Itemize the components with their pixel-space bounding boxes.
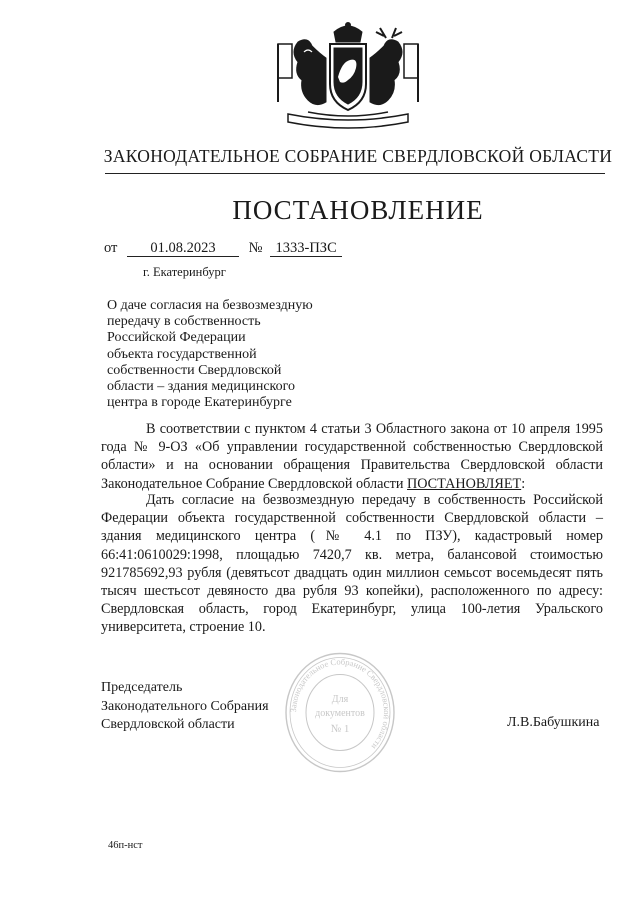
signature-title-line: Председатель: [101, 680, 183, 695]
organization-name: ЗАКОНОДАТЕЛЬНОЕ СОБРАНИЕ СВЕРДЛОВСКОЙ ОБЛАСТИ: [103, 146, 613, 166]
footer-note: 46п-нст: [108, 840, 143, 851]
stamp-ring-text: Законодательное Собрание Свердловской области: [287, 656, 393, 752]
preamble-text: В соответствии с пунктом 4 статьи 3 Областного закона от 10 апреля 1995 года № 9-ОЗ «Об управлении государственной собственностью Свердловской области» и на основании обращения Правительства Свердловской области Законодательное Собрание Свердловской области: [101, 421, 603, 492]
document-number: 1333-ПЗС: [270, 240, 342, 257]
signer-name: Л.В.Бабушкина: [507, 715, 600, 730]
signature-title: [101, 679, 269, 735]
decree-colon: :: [521, 475, 526, 492]
document-type-title: ПОСТАНОВЛЕНИЕ: [232, 195, 484, 225]
official-stamp: [284, 650, 396, 775]
document-date: 01.08.2023: [127, 240, 239, 257]
number-prefix: №: [248, 240, 263, 256]
subject-line: центра в городе Екатеринбурге: [107, 395, 292, 411]
stamp-center-line: документов: [315, 708, 365, 719]
subject-line: передачу в собственность: [107, 314, 261, 330]
coat-of-arms-emblem: [268, 22, 428, 132]
subject-line: собственности Свердловской: [107, 362, 282, 378]
signature-title-line: Свердловской области: [101, 717, 235, 732]
city-name: г. Екатеринбург: [143, 265, 226, 279]
decree-word: ПОСТАНОВЛЯЕТ: [407, 475, 522, 492]
stamp-center-line: Для: [331, 694, 349, 705]
date-prefix: от: [104, 240, 118, 256]
header-divider: [105, 173, 605, 174]
subject-line: области – здания медицинского: [107, 379, 296, 395]
signature-title-line: Законодательного Собрания: [101, 698, 269, 714]
subject-line: О даче согласия на безвозмездную: [107, 298, 313, 313]
body-paragraph-preamble: [101, 420, 603, 493]
document-subject: [107, 298, 347, 411]
subject-line: Российской Федерации: [107, 330, 246, 346]
subject-line: объекта государственной: [107, 346, 257, 362]
body-paragraph-resolution: Дать согласие на безвозмездную передачу в собственность Российской Федерации объекта государственной собственности Свердловской области – здания медицинского центра (№ 4.1 по ПЗУ), кадастровый номер 66:41:0610029:1998, площадью 7420,7 кв. метра, балансовой стоимостью 921785692,93 рубля (девятьсот двадцать один миллион семьсот восемьдесят пять тысяч шестьсот девяносто два рубля 93 копейки), расположенного по адресу: Свердловская область, город Екатеринбург, улица 100-летия Уральского университета, строение 10.: [101, 492, 603, 636]
document-meta-line: [104, 240, 342, 257]
stamp-center-line: № 1: [330, 723, 350, 735]
